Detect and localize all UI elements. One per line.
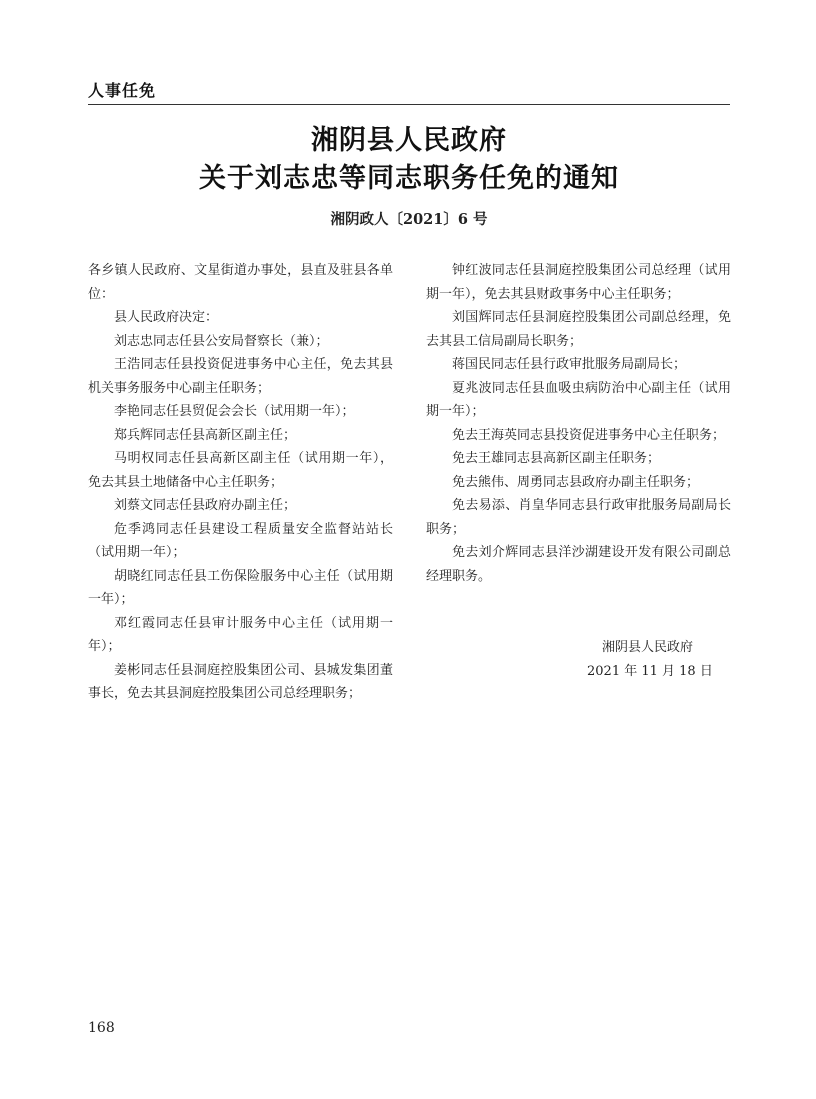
paragraph: 李艳同志任县贸促会会长（试用期一年）； bbox=[114, 404, 355, 419]
paragraph: 邓红霞同志任县审计服务中心主任（试用期一年）； bbox=[88, 615, 393, 654]
header-divider bbox=[88, 104, 730, 105]
paragraph: 危季鸿同志任县建设工程质量安全监督站站长（试用期一年）； bbox=[88, 521, 393, 560]
paragraph: 蒋国民同志任县行政审批服务局副局长； bbox=[452, 357, 687, 372]
paragraph: 免去刘介辉同志县洋沙湖建设开发有限公司副总经理职务。 bbox=[426, 545, 731, 584]
section-label: 人事任免 bbox=[88, 81, 157, 100]
page-number: 168 bbox=[88, 1020, 115, 1036]
paragraph: 姜彬同志任县洞庭控股集团公司、县城发集团董事长，免去其县洞庭控股集团公司总经理职务； bbox=[88, 662, 393, 701]
paragraph: 刘志忠同志任县公安局督察长（兼）； bbox=[114, 333, 329, 349]
signature-organization: 湘阴县人民政府 bbox=[602, 640, 694, 655]
paragraph: 免去易添、肖皇华同志县行政审批服务局副局长职务； bbox=[426, 498, 731, 537]
left-column bbox=[88, 259, 393, 706]
paragraph: 免去熊伟、周勇同志县政府办副主任职务； bbox=[452, 474, 700, 490]
paragraph: 郑兵辉同志任县高新区副主任； bbox=[114, 427, 297, 443]
paragraph: 马明权同志任县高新区副主任（试用期一年），免去其县土地储备中心主任职务； bbox=[88, 451, 393, 490]
paragraph: 县人民政府决定： bbox=[114, 310, 219, 325]
paragraph: 夏兆波同志任县血吸虫病防治中心副主任（试用期一年）； bbox=[426, 380, 731, 419]
document-title-line-2: 关于刘志忠等同志职务任免的通知 bbox=[199, 163, 619, 194]
paragraph: 刘国辉同志任县洞庭控股集团公司副总经理，免去其县工信局副局长职务； bbox=[426, 310, 731, 349]
signature-date: 2021 年 11 月 18 日 bbox=[587, 663, 713, 679]
paragraph: 胡晓红同志任县工伤保险服务中心主任（试用期一年）； bbox=[88, 568, 393, 607]
paragraph: 王浩同志任县投资促进事务中心主任，免去其县机关事务服务中心副主任职务； bbox=[88, 357, 393, 396]
paragraph: 免去王海英同志县投资促进事务中心主任职务； bbox=[452, 427, 726, 443]
document-title-line-1: 湘阴县人民政府 bbox=[311, 125, 507, 156]
document-number: 湘阴政人〔2021〕6 号 bbox=[330, 211, 488, 228]
addressee: 各乡镇人民政府、文星街道办事处，县直及驻县各单位： bbox=[88, 263, 393, 302]
signature-block bbox=[560, 636, 730, 683]
paragraph: 免去王雄同志县高新区副主任职务； bbox=[452, 451, 661, 466]
paragraph: 刘蔡文同志任县政府办副主任； bbox=[114, 498, 297, 513]
right-column bbox=[426, 259, 731, 588]
paragraph: 钟红波同志任县洞庭控股集团公司总经理（试用期一年），免去其县财政事务中心主任职务； bbox=[426, 263, 731, 302]
